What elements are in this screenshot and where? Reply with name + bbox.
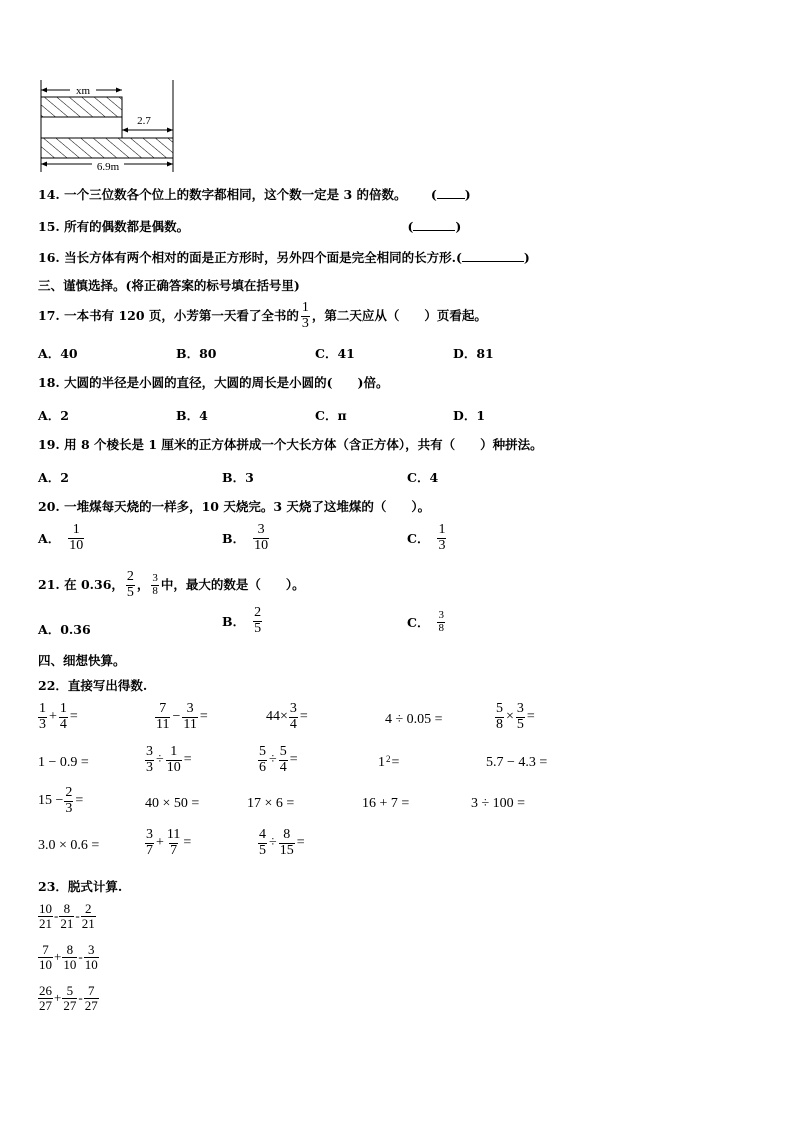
question-17: 17. 一本书有 120 页，小芳第一天看了全书的 $\frac{1}{3}$ ，第二天应从（ ）页看起。: [38, 299, 487, 331]
q21-option-b[interactable]: B． $\frac{2}{5}$: [222, 605, 262, 636]
calc-item: 17 × 6 =: [247, 796, 295, 811]
calc-item: $\frac{7}{11}$ − $\frac{3}{11}$ =: [156, 701, 208, 732]
calc-item: 1 $^2$ =: [378, 754, 400, 770]
q17-option-b[interactable]: B．80: [176, 346, 217, 361]
question-20: 20. 一堆煤每天烧的一样多，10 天烧完。3 天烧了这堆煤的（ ）。: [38, 499, 431, 514]
calc-item: $\frac{4}{5}$ ÷ $\frac{8}{15}$ =: [259, 827, 305, 858]
section-4-heading: 四、细想快算。: [38, 653, 126, 668]
calc-item: 16 + 7 =: [362, 796, 410, 811]
q15-answer-blank[interactable]: [413, 219, 455, 231]
q23-expression-1: $\frac{10}{21}$ - $\frac{8}{21}$ - $\frac{2}{21}$: [39, 901, 95, 931]
q14-num: 14.: [38, 187, 60, 202]
q21-fraction-1: $\frac{2}{5}$: [126, 568, 134, 600]
question-16: 16. 当长方体有两个相对的面是正方形时，另外四个面是完全相同的长方形.( ): [38, 250, 530, 265]
q15-text: 所有的偶数都是偶数。: [64, 219, 190, 234]
q18-option-a[interactable]: A．2: [38, 408, 69, 423]
question-15: 15. 所有的偶数都是偶数。 ( ): [38, 219, 462, 234]
calc-item: 40 × 50 =: [145, 796, 200, 811]
q23-title: 23．脱式计算.: [38, 879, 123, 894]
q22-title: 22．直接写出得数.: [38, 678, 148, 693]
question-19: 19. 用 8 个棱长是 1 厘米的正方体拼成一个大长方体（含正方体），共有（ ）种拼法。: [38, 437, 543, 452]
q17-option-d[interactable]: D．81: [453, 346, 494, 361]
strip-diagram: [36, 80, 186, 179]
q23-expression-3: $\frac{26}{27}$ + $\frac{5}{27}$ - $\frac{7}{27}$: [39, 983, 98, 1013]
calc-item: $\frac{3}{3}$ ÷ $\frac{1}{10}$ =: [146, 744, 192, 775]
q18-option-b[interactable]: B．4: [176, 408, 208, 423]
calc-item: 44× $\frac{3}{4}$ =: [266, 701, 308, 732]
calc-item: $\frac{3}{7}$ + $\frac{11}{7}$ =: [146, 827, 192, 858]
calc-item: 5.7 − 4.3 =: [486, 755, 548, 770]
q16-text: 当长方体有两个相对的面是正方形时，另外四个面是完全相同的长方形.: [64, 250, 456, 265]
q19-option-b[interactable]: B．3: [222, 470, 254, 485]
q17-option-a[interactable]: A．40: [38, 346, 78, 361]
q15-num: 15.: [38, 219, 60, 234]
q18-option-d[interactable]: D．1: [453, 408, 486, 423]
calc-item: $\frac{1}{3}$ + $\frac{1}{4}$ =: [39, 701, 78, 732]
strip-diagram-svg: [36, 80, 186, 175]
q20-option-c[interactable]: C． $\frac{1}{3}$: [407, 522, 446, 553]
q14-answer-blank[interactable]: [437, 187, 465, 199]
calc-item: $\frac{5}{8}$ × $\frac{3}{5}$ =: [496, 701, 535, 732]
q21-option-c[interactable]: C． $\frac{3}{8}$: [407, 609, 444, 634]
label-27: 2.7: [137, 115, 151, 127]
q21-fraction-2: $\frac{3}{8}$: [152, 571, 158, 597]
q19-option-a[interactable]: A．2: [38, 470, 69, 485]
question-21: 21. 在 0.36， $\frac{2}{5}$ ， $\frac{3}{8}$ 中，最大的数是（ ）。: [38, 568, 305, 600]
label-x: xm: [75, 85, 91, 97]
q16-answer-blank[interactable]: [462, 250, 524, 262]
calc-item: 4 ÷ 0.05 =: [385, 712, 443, 727]
calc-item: 1 − 0.9 =: [38, 755, 89, 770]
calc-item: 15 − $\frac{2}{3}$ =: [38, 785, 84, 816]
q16-num: 16.: [38, 250, 60, 265]
label-69: 6.9m: [96, 161, 120, 173]
q18-option-c[interactable]: C．π: [315, 408, 347, 423]
q14-text: 一个三位数各个位上的数字都相同，这个数一定是 3 的倍数。: [64, 187, 407, 202]
calc-item: 3.0 × 0.6 =: [38, 838, 100, 853]
q20-option-b[interactable]: B． $\frac{3}{10}$: [222, 522, 269, 553]
question-18: 18. 大圆的半径是小圆的直径，大圆的周长是小圆的( )倍。: [38, 375, 389, 390]
question-14: 14. 一个三位数各个位上的数字都相同，这个数一定是 3 的倍数。 ( ): [38, 187, 471, 202]
q17-option-c[interactable]: C．41: [315, 346, 355, 361]
bottom-strip: [41, 138, 173, 158]
q19-option-c[interactable]: C．4: [407, 470, 439, 485]
q21-option-a[interactable]: A．0.36: [38, 622, 91, 637]
section-3-heading: 三、谨慎选择。(将正确答案的标号填在括号里): [38, 278, 300, 293]
q23-expression-2: $\frac{7}{10}$ + $\frac{8}{10}$ - $\frac{3}{10}$: [39, 942, 98, 972]
q20-option-a[interactable]: A． $\frac{1}{10}$: [38, 522, 84, 553]
calc-item: $\frac{5}{6}$ ÷ $\frac{5}{4}$ =: [259, 744, 298, 775]
calc-item: 3 ÷ 100 =: [471, 796, 526, 811]
q17-fraction: $\frac{1}{3}$: [301, 299, 309, 331]
top-strip: [41, 97, 122, 117]
